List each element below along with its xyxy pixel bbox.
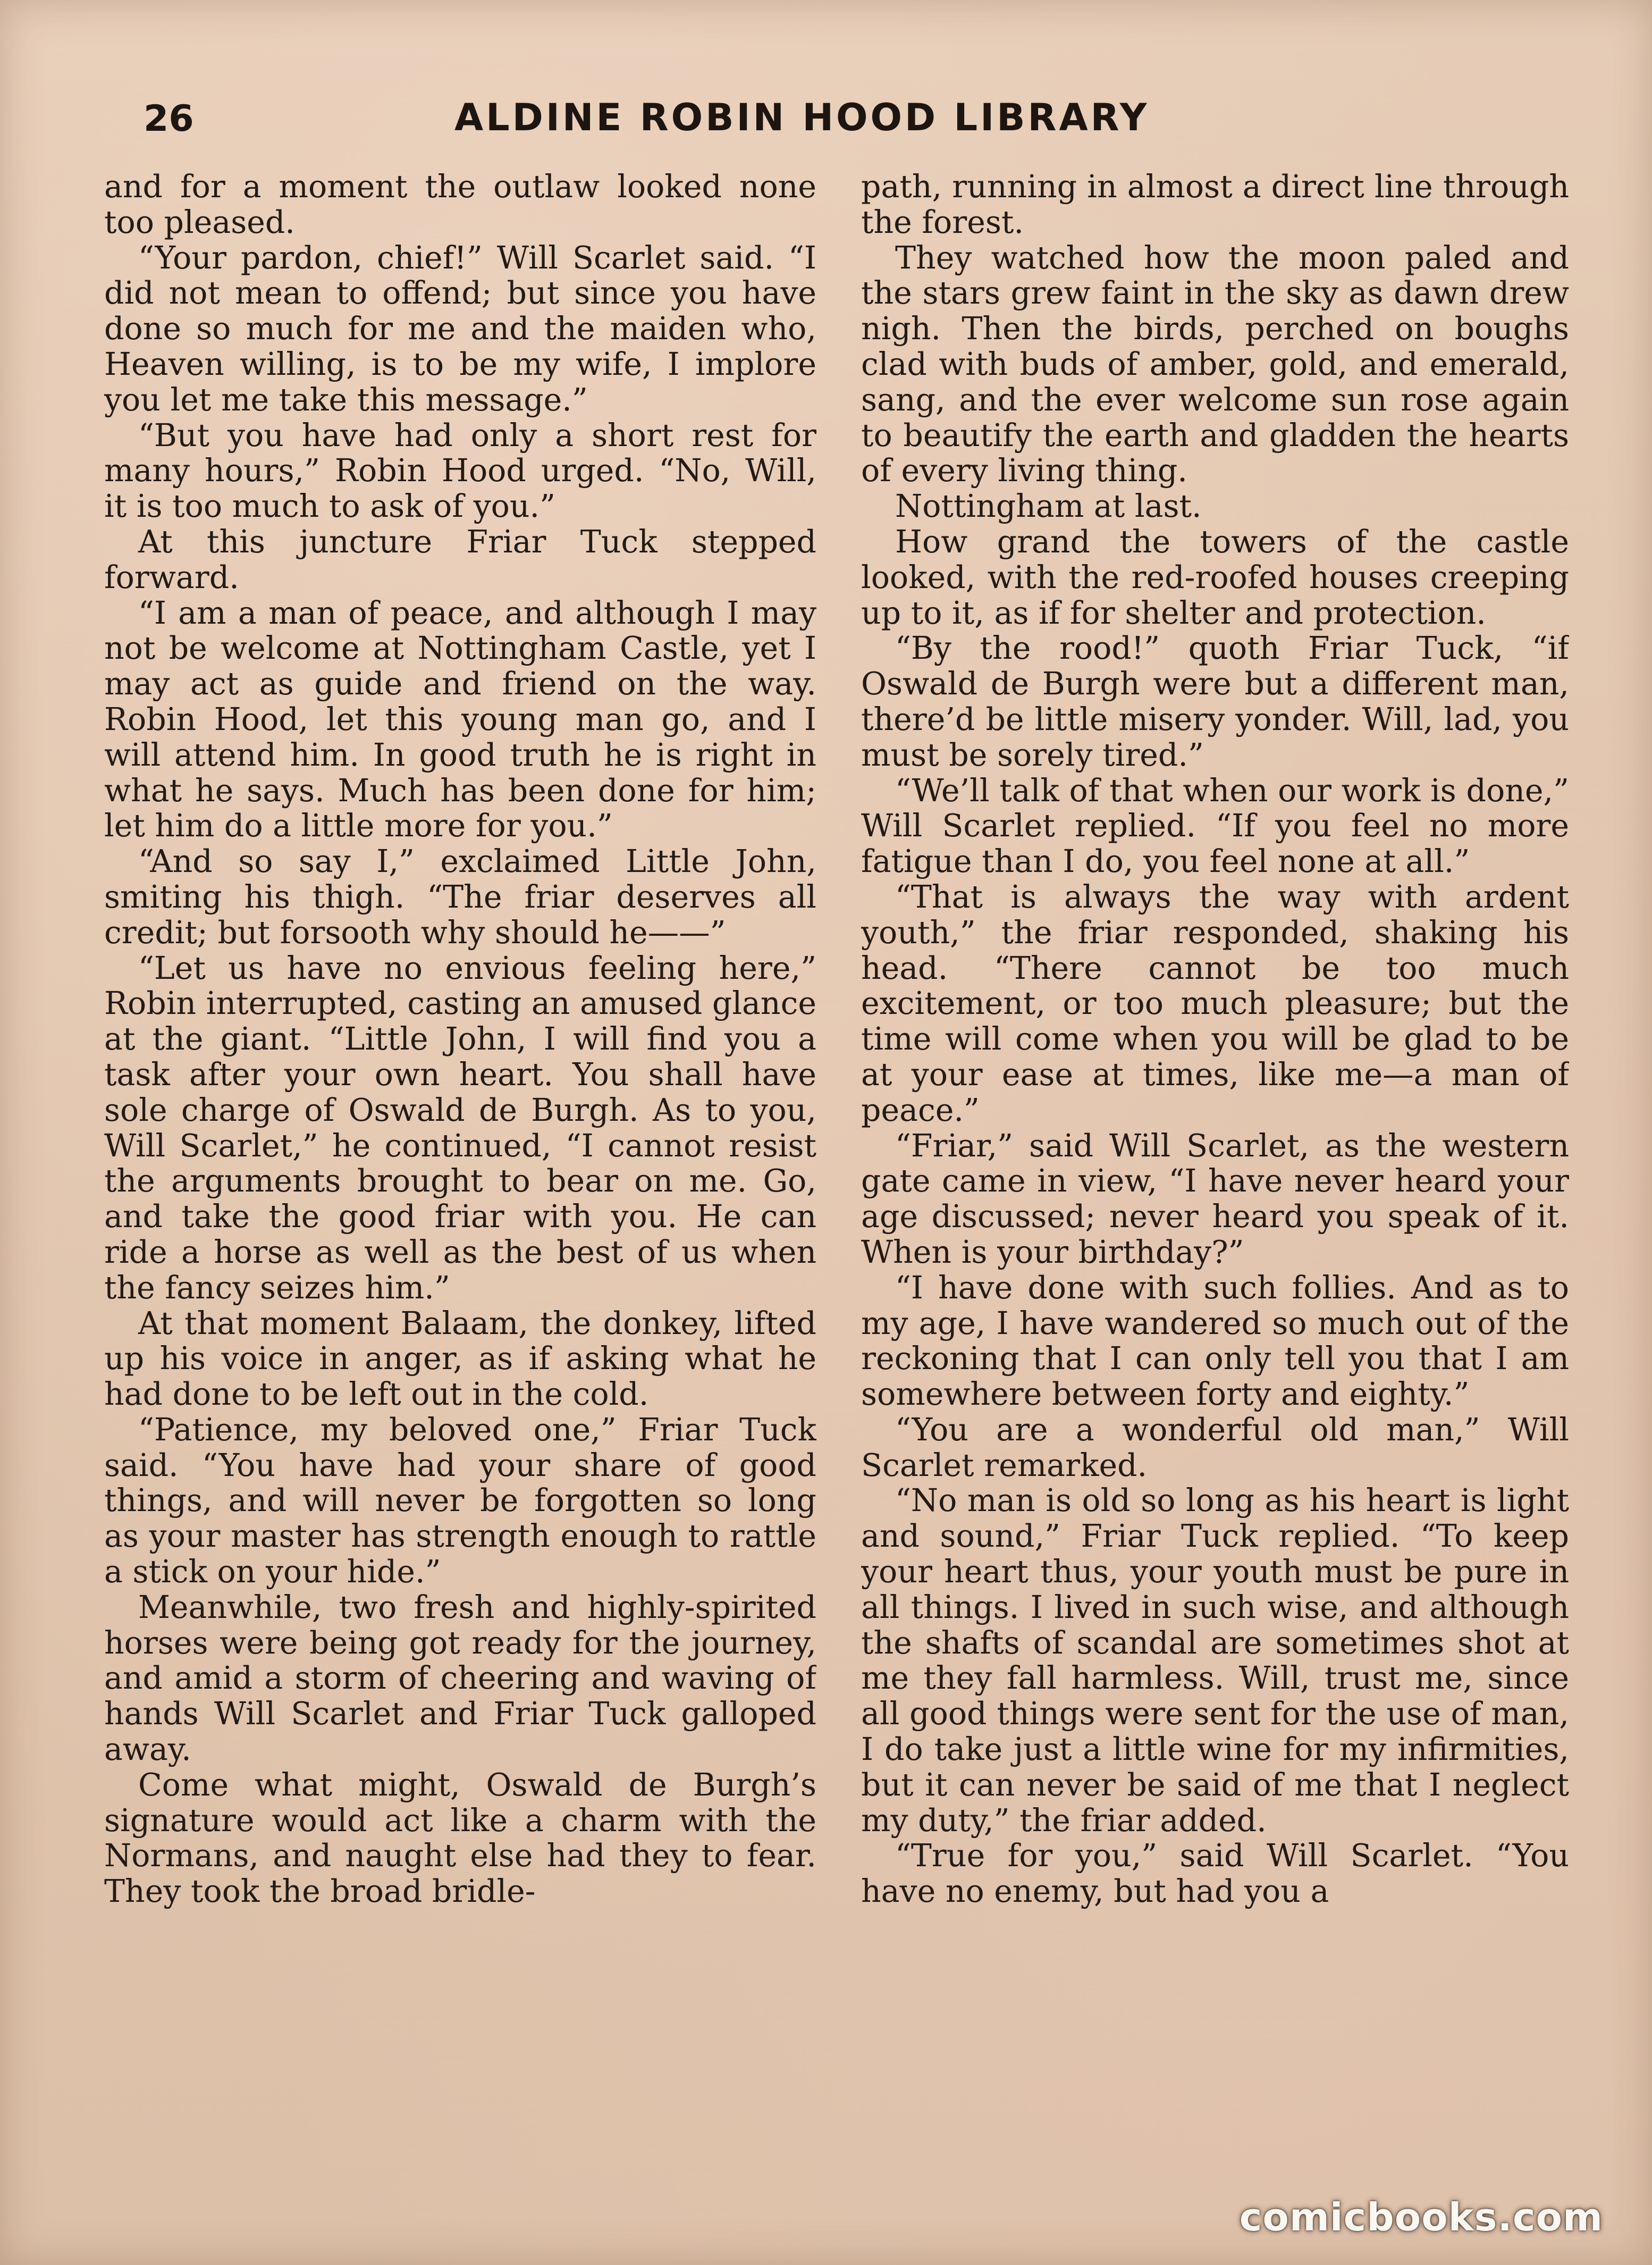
paragraph: “And so say I,” exclaimed Little John, smiting his thigh. “The friar deserves all credit; but forsooth why should he——” xyxy=(104,843,816,951)
paragraph: How grand the towers of the castle looked, with the red-roofed houses creeping up to it, as if for shelter and protection. xyxy=(861,523,1569,631)
paragraph: “I have done with such follies. And as to my age, I have wandered so much out of the reckoning that I can only tell you that I am somewhere between forty and eighty.” xyxy=(861,1269,1569,1413)
paragraph: “We’ll talk of that when our work is done,” Will Scarlet replied. “If you feel no more fatigue than I do, you feel none at all.” xyxy=(861,772,1569,880)
paragraph: “Friar,” said Will Scarlet, as the western gate came in view, “I have never heard your age discussed; never heard you speak of it. When is your birthday?” xyxy=(861,1127,1569,1270)
left-text-column xyxy=(104,169,816,2179)
site-watermark: comicbooks.com xyxy=(1239,2195,1603,2239)
paragraph: and for a moment the outlaw looked none too pleased. xyxy=(104,169,816,240)
paragraph: “I am a man of peace, and although I may not be welcome at Nottingham Castle, yet I may act as guide and friend on the way. Robin Hood, let this young man go, and I will attend him. In good truth he is right in what he says. Much has been done for him; let him do a little more for you.” xyxy=(104,594,816,844)
page-number: 26 xyxy=(144,98,194,140)
page-header xyxy=(144,90,1536,154)
paragraph: “Let us have no envious feeling here,” Robin interrupted, casting an amused glance at the giant. “Little John, I will find you a task after your own heart. You shall have sole charge of Oswald de Burgh. As to you, Will Scarlet,” he continued, “I cannot resist the arguments brought to bear on me. Go, and take the good friar with you. He can ride a horse as well as the best of us when the fancy seizes him.” xyxy=(104,950,816,1306)
paragraph: path, running in almost a direct line through the forest. xyxy=(861,169,1569,240)
paragraph: “True for you,” said Will Scarlet. “You have no enemy, but had you a xyxy=(861,1838,1569,1910)
paragraph: At this juncture Friar Tuck stepped forward. xyxy=(104,523,816,595)
paragraph: “Patience, my beloved one,” Friar Tuck said. “You have had your share of good things, and will never be forgotten so long as your master has strength enough to rattle a stick on your hide.” xyxy=(104,1411,816,1590)
paragraph: Come what might, Oswald de Burgh’s signature would act like a charm with the Normans, and naught else had they to fear. They took the broad bridle- xyxy=(104,1766,816,1910)
running-title: ALDINE ROBIN HOOD LIBRARY xyxy=(454,96,1150,139)
paragraph: “No man is old so long as his heart is light and sound,” Friar Tuck replied. “To keep your heart thus, your youth must be pure in all things. I lived in such wise, and although the shafts of scandal are sometimes shot at me they fall harmless. Will, trust me, since all good things were sent for the use of man, I do take just a little wine for my infirmities, but it can never be said of me that I neglect my duty,” the friar added. xyxy=(861,1482,1569,1839)
right-text-column xyxy=(861,169,1569,2179)
paragraph: Meanwhile, two fresh and highly-spirited horses were being got ready for the journey, and amid a storm of cheering and waving of hands Will Scarlet and Friar Tuck galloped away. xyxy=(104,1589,816,1768)
paragraph: Nottingham at last. xyxy=(895,488,1202,525)
paragraph: “Your pardon, chief!” Will Scarlet said. “I did not mean to offend; but since you have done so much for me and the maiden who, Heaven willing, is to be my wife, I implore you let me take this message.” xyxy=(104,239,816,418)
paragraph: “By the rood!” quoth Friar Tuck, “if Oswald de Burgh were but a different man, there’d be little misery yonder. Will, lad, you must be sorely tired.” xyxy=(861,630,1569,773)
paragraph: “You are a wonderful old man,” Will Scarlet remarked. xyxy=(861,1411,1569,1483)
paragraph: At that moment Balaam, the donkey, lifted up his voice in anger, as if asking what he had done to be left out in the cold. xyxy=(104,1305,816,1413)
paragraph: They watched how the moon paled and the stars grew faint in the sky as dawn drew nigh. Then the birds, perched on boughs clad with buds of amber, gold, and emerald, sang, and the ever welcome sun rose again to beautify the earth and gladden the hearts of every living thing. xyxy=(861,239,1569,489)
paragraph: “But you have had only a short rest for many hours,” Robin Hood urged. “No, Will, it is too much to ask of you.” xyxy=(104,417,816,525)
paragraph: “That is always the way with ardent youth,” the friar responded, shaking his head. “There cannot be too much excitement, or too much pleasure; but the time will come when you will be glad to be at your ease at times, like me—a man of peace.” xyxy=(861,878,1569,1128)
